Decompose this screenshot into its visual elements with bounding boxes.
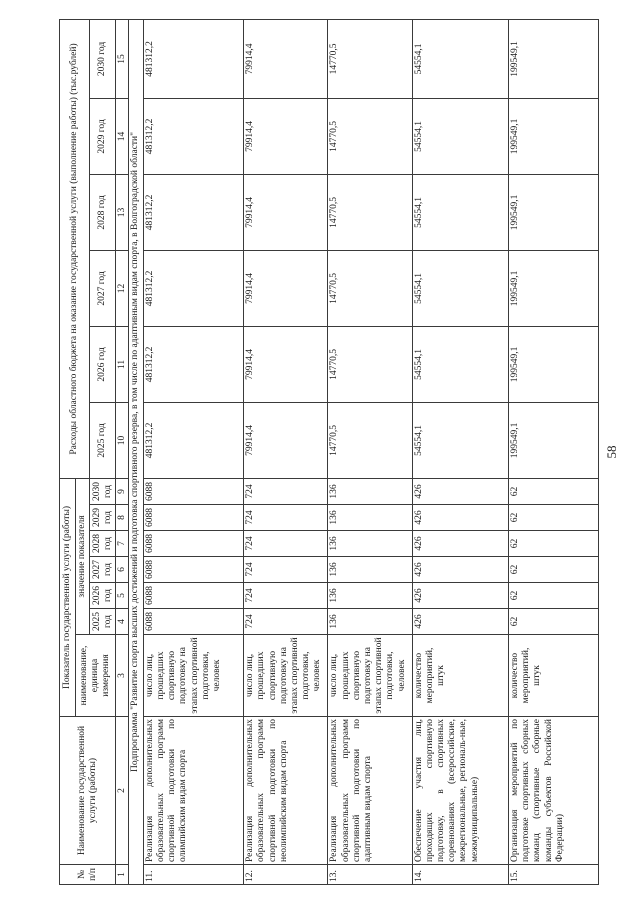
indicator-value: 136: [328, 531, 412, 557]
header-year: 2025 год: [90, 609, 116, 635]
indicator-value: 62: [508, 478, 598, 504]
column-number: 14: [116, 98, 129, 174]
row-number: 14.: [412, 865, 508, 885]
header-indicator-group: Показатель государственной услуги (работы): [60, 478, 76, 716]
expense-value: 14770,5: [328, 402, 412, 478]
indicator-value: 426: [412, 505, 508, 531]
row-number: 15.: [508, 865, 598, 885]
header-expense-group: Расходы областного бюджета на оказание государственной услуги (выполнение работы) (тыс.рублей): [60, 19, 90, 478]
indicator-value: 426: [412, 478, 508, 504]
column-number: 12: [116, 250, 129, 326]
indicator-value: 62: [508, 531, 598, 557]
header-expense-year: 2030 год: [90, 19, 116, 98]
expense-value: 14770,5: [328, 326, 412, 402]
expense-value: 199549,1: [508, 174, 598, 250]
indicator-value: 426: [412, 557, 508, 583]
unit-name: количество мероприятий, штук: [508, 635, 598, 717]
expense-value: 481312,2: [143, 174, 243, 250]
row-number: 11.: [143, 865, 243, 885]
expense-value: 481312,2: [143, 98, 243, 174]
expense-value: 481312,2: [143, 19, 243, 98]
expense-value: 481312,2: [143, 402, 243, 478]
indicator-value: 136: [328, 583, 412, 609]
expense-value: 199549,1: [508, 250, 598, 326]
expense-value: 481312,2: [143, 326, 243, 402]
expense-value: 199549,1: [508, 98, 598, 174]
indicator-value: 62: [508, 505, 598, 531]
table-row: [508, 19, 598, 884]
expense-value: 79914,4: [244, 250, 328, 326]
expense-value: 54554,1: [412, 174, 508, 250]
indicator-value: 136: [328, 505, 412, 531]
header-value-group: значение показателя: [75, 478, 90, 634]
expense-value: 199549,1: [508, 402, 598, 478]
subprogram-title: Подпрограмма "Развитие спорта высших достижений и подготовка спортивного резерва, в том числе по адаптивным видам спорта, в Волгоградской области": [129, 19, 144, 884]
expense-value: 14770,5: [328, 98, 412, 174]
column-number: 5: [116, 583, 129, 609]
header-expense-year: 2026 год: [90, 326, 116, 402]
column-number: 8: [116, 505, 129, 531]
page-number: 58: [604, 445, 619, 459]
expense-value: 54554,1: [412, 326, 508, 402]
header-service-name: Наименование государственной услуги (работы): [60, 717, 116, 865]
header-row-1: [60, 19, 76, 884]
expense-value: 54554,1: [412, 402, 508, 478]
indicator-value: 724: [244, 609, 328, 635]
header-expense-year: 2028 год: [90, 174, 116, 250]
expense-value: 14770,5: [328, 19, 412, 98]
service-name: Реализация дополнительных образовательных программ спортивной подготовки по адаптивным видам спорта: [328, 717, 412, 865]
column-number: 9: [116, 478, 129, 504]
subprogram-row: [129, 19, 144, 884]
unit-name: число лиц, прошедших спортивную подготовку на этапах спортивной подготовки, человек: [328, 635, 412, 717]
header-unit-name: наименование, единица измерения: [75, 635, 116, 717]
column-number: 1: [116, 865, 129, 885]
indicator-value: 6088: [143, 609, 243, 635]
header-year: 2030 год: [90, 478, 116, 504]
column-number: 15: [116, 19, 129, 98]
header-year: 2027 год: [90, 557, 116, 583]
expense-value: 79914,4: [244, 326, 328, 402]
expense-value: 54554,1: [412, 98, 508, 174]
indicator-value: 6088: [143, 557, 243, 583]
column-number: 4: [116, 609, 129, 635]
expense-value: 79914,4: [244, 98, 328, 174]
table-row: [412, 19, 508, 884]
indicator-value: 724: [244, 531, 328, 557]
indicator-value: 426: [412, 583, 508, 609]
expense-value: 14770,5: [328, 174, 412, 250]
unit-name: количество мероприятий, штук: [412, 635, 508, 717]
header-year: 2028 год: [90, 531, 116, 557]
expense-value: 79914,4: [244, 19, 328, 98]
table-row: [244, 19, 328, 884]
indicator-value: 6088: [143, 583, 243, 609]
column-number: 11: [116, 326, 129, 402]
indicator-value: 62: [508, 609, 598, 635]
service-name: Реализация дополнительных образовательных программ спортивной подготовки по неолимпийским видам спорта: [244, 717, 328, 865]
unit-name: число лиц, прошедших спортивную подготовку на этапах спортивной подготовки, человек: [143, 635, 243, 717]
header-year: 2026 год: [90, 583, 116, 609]
expense-value: 199549,1: [508, 326, 598, 402]
header-expense-year: 2025 год: [90, 402, 116, 478]
row-number: 12.: [244, 865, 328, 885]
expense-value: 481312,2: [143, 250, 243, 326]
service-name: Организация мероприятий по подготовке спортивных сборных команд (спортивные сборные команды субъектов Российской Федерации): [508, 717, 598, 865]
table-row: [143, 19, 243, 884]
indicator-value: 136: [328, 478, 412, 504]
indicator-value: 6088: [143, 531, 243, 557]
services-table: [59, 19, 599, 885]
header-year: 2029 год: [90, 505, 116, 531]
indicator-value: 426: [412, 531, 508, 557]
indicator-value: 6088: [143, 478, 243, 504]
column-number: 10: [116, 402, 129, 478]
indicator-value: 724: [244, 478, 328, 504]
row-number: 13.: [328, 865, 412, 885]
column-number: 13: [116, 174, 129, 250]
service-name: Реализация дополнительных образовательных программ спортивной подготовки по олимпийским видам спорта: [143, 717, 243, 865]
indicator-value: 724: [244, 557, 328, 583]
table-row: [328, 19, 412, 884]
service-name: Обеспечение участия лиц, проходящих спортивную подготовку, в спортивных соревнованиях (всероссийские, межрегиональные, региональ-ные, межмуниципальные): [412, 717, 508, 865]
expense-value: 54554,1: [412, 19, 508, 98]
expense-value: 14770,5: [328, 250, 412, 326]
expense-value: 54554,1: [412, 250, 508, 326]
indicator-value: 136: [328, 609, 412, 635]
header-expense-year: 2029 год: [90, 98, 116, 174]
expense-value: 79914,4: [244, 174, 328, 250]
indicator-value: 724: [244, 505, 328, 531]
indicator-value: 136: [328, 557, 412, 583]
column-number: 7: [116, 531, 129, 557]
header-no: № п/п: [60, 865, 116, 885]
indicator-value: 62: [508, 557, 598, 583]
rotated-table-container: [59, 20, 599, 885]
indicator-value: 426: [412, 609, 508, 635]
column-number: 3: [116, 635, 129, 717]
indicator-value: 6088: [143, 505, 243, 531]
indicator-value: 724: [244, 583, 328, 609]
unit-name: число лиц, прошедших спортивную подготовку на этапах спортивной подготовки, человек: [244, 635, 328, 717]
indicator-value: 62: [508, 583, 598, 609]
column-number-row: [116, 19, 129, 884]
header-expense-year: 2027 год: [90, 250, 116, 326]
column-number: 6: [116, 557, 129, 583]
expense-value: 199549,1: [508, 19, 598, 98]
expense-value: 79914,4: [244, 402, 328, 478]
column-number: 2: [116, 717, 129, 865]
